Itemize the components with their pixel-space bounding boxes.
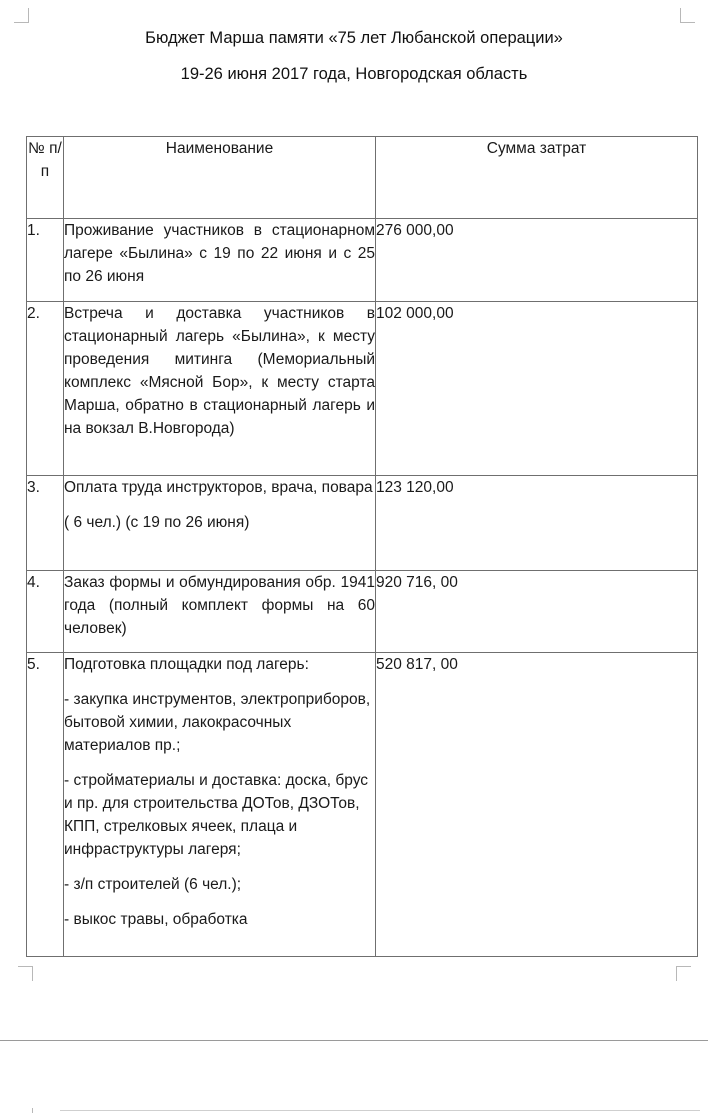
next-page-table-edge [60,1110,700,1111]
document-subtitle: 19-26 июня 2017 года, Новгородская область [180,65,528,83]
row-amount: 520 817, 00 [376,653,698,957]
page-corner-mark [14,8,29,23]
row-description [64,302,376,476]
row-amount: 276 000,00 [376,219,698,302]
row-number: 3. [27,476,64,571]
column-header-sum: Сумма затрат [376,137,698,219]
row-description-text: ( 6 чел.) (с 19 по 26 июня) [64,514,250,531]
column-header-number: № п/ п [27,137,64,219]
page-break [0,1040,708,1114]
budget-table [26,136,698,957]
row-number: 1. [27,219,64,302]
row-description [64,571,376,653]
page-corner-mark [680,8,695,23]
table-header-row [27,137,698,219]
row-number: 5. [27,653,64,957]
row-description-text: Проживание участников в стационарном лагере «Былина» с 19 по 22 июня и с 25 по 26 июня [64,222,375,285]
document-title: Бюджет Марша памяти «75 лет Любанской операции» [145,29,563,47]
row-description-text: Оплата труда инструкторов, врача, повара [64,479,373,496]
row-description-text: - стройматериалы и доставка: доска, брус и пр. для строительства ДОТов, ДЗОТов, КПП, стрелковых ячеек, плаца и инфраструктуры лагеря; [64,772,369,858]
row-number: 4. [27,571,64,653]
row-description-text: Заказ формы и обмундирования обр. 1941 года (полный комплект формы на 60 человек) [64,574,375,637]
table-row [27,219,698,302]
row-description-text: - закупка инструментов, электроприборов, бытовой химии, лакокрасочных материалов пр.; [64,691,371,754]
row-description [64,476,376,571]
next-page-corner-mark [32,1108,33,1113]
table-row [27,302,698,476]
page-corner-mark [676,966,691,981]
row-number: 2. [27,302,64,476]
page-corner-mark [18,966,33,981]
row-description-text: Встреча и доставка участников в стационарный лагерь «Былина», к месту проведения митинга (Мемориальный комплекс «Мясной Бор», к месту старта Марша, обратно в стационарный лагерь и на вокзал В.Новгорода) [64,305,375,437]
table-row [27,653,698,957]
table-row [27,476,698,571]
row-description [64,653,376,957]
column-header-name: Наименование [64,137,376,219]
row-amount: 920 716, 00 [376,571,698,653]
row-description [64,219,376,302]
row-amount: 123 120,00 [376,476,698,571]
table-row [27,571,698,653]
row-amount: 102 000,00 [376,302,698,476]
row-description-text: Подготовка площадки под лагерь: [64,656,309,673]
row-description-text: - выкос травы, обработка [64,911,248,928]
row-description-text: - з/п строителей (6 чел.); [64,876,242,893]
